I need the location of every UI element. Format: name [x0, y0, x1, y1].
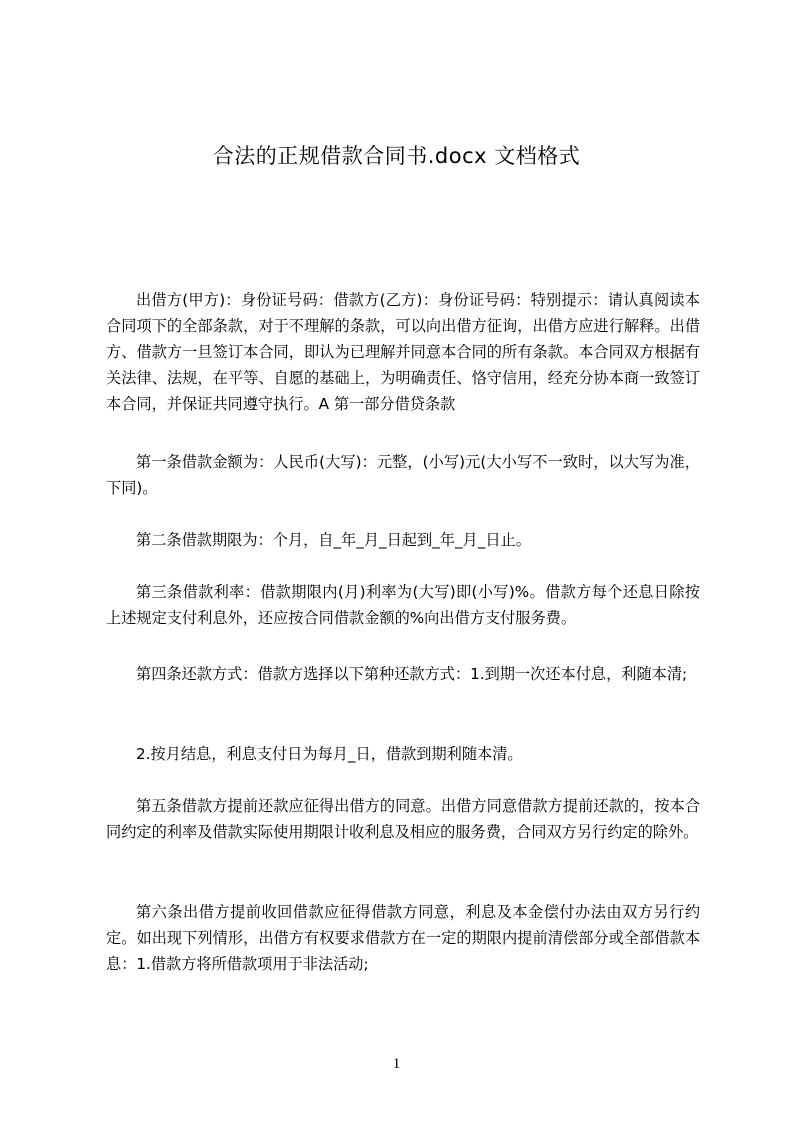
paragraph-article-4: 第四条还款方式：借款方选择以下第种还款方式：1.到期一次还本付息，利随本清;: [136, 665, 688, 683]
paragraph-article-6: 第六条出借方提前收回借款应征得借款方同意，利息及本金偿付办法由双方另行约定。如出现下列情形，出借方有权要求借款方在一定的期限内提前清偿部分或全部借款本息：1.借款方将所借款项用于非法活动;: [106, 903, 700, 973]
paragraph-article-1: 第一条借款金额为：人民币(大写)：元整，(小写)元(大小写不一致时，以大写为准，下同)。: [106, 453, 700, 497]
paragraph-article-5: 第五条借款方提前还款应征得出借方的同意。出借方同意借款方提前还款的，按本合同约定的利率及借款实际使用期限计收利息及相应的服务费，合同双方另行约定的除外。: [106, 797, 700, 841]
document-title: 合法的正规借款合同书.docx 文档格式: [212, 144, 581, 168]
paragraph-article-4-option-2: 2.按月结息，利息支付日为每月_日，借款到期利随本清。: [136, 745, 523, 763]
paragraph-article-3: 第三条借款利率：借款期限内(月)利率为(大写)即(小写)%。借款方每个还息日除按上述规定支付利息外，还应按合同借款金额的%向出借方支付服务费。: [106, 583, 700, 627]
page-number: 1: [392, 1056, 401, 1072]
paragraph-intro: 出借方(甲方)：身份证号码：借款方(乙方)：身份证号码：特别提示：请认真阅读本合同项下的全部条款，对于不理解的条款，可以向出借方征询，出借方应进行解释。出借方、借款方一旦签订本合同，即认为已理解并同意本合同的所有条款。本合同双方根据有关法律、法规，在平等、自愿的基础上，为明确责任、恪守信用，经充分协本商一致签订本合同，并保证共同遵守执行。A 第一部分借贷条款: [106, 291, 700, 413]
paragraph-article-2: 第二条借款期限为：个月，自_年_月_日起到_年_月_日止。: [136, 531, 531, 549]
